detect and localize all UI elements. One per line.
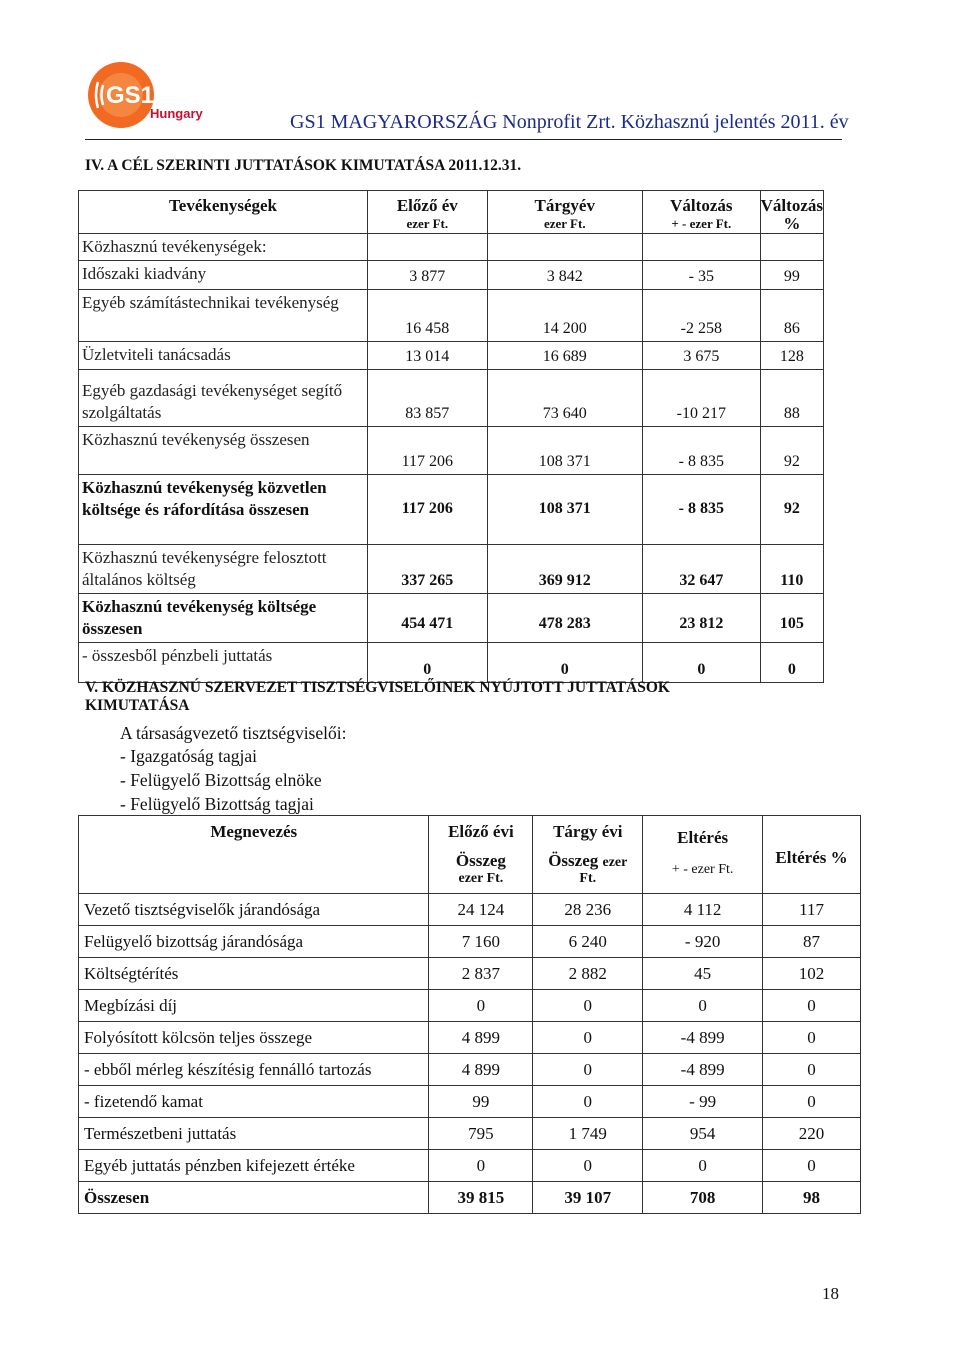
header-prev-amount: Előző évi Összeg ezer Ft. [429,816,533,894]
cell-prev: 454 471 [368,594,488,643]
cell-pct: 128 [760,342,823,370]
cell-cur: 0 [533,1086,643,1118]
section-4-title: IV. A CÉL SZERINTI JUTTATÁSOK KIMUTATÁSA 2011.12.31. [85,157,522,174]
row-label: Folyósított kölcsön teljes összege [79,1022,429,1054]
row-label: Vezető tisztségviselők járandósága [79,894,429,926]
cell-prev: 795 [429,1118,533,1150]
header-cur-year: Tárgyév ezer Ft. [487,191,642,234]
cell-diff: 45 [643,958,763,990]
row-label: Közhasznú tevékenység költsége összesen [79,594,368,643]
intro-line: - Felügyelő Bizottság elnöke [120,770,322,790]
cell-diff: - 35 [642,261,760,290]
table-row [79,926,861,958]
logo-text: GS1 [106,82,155,109]
cell-cur: 0 [487,643,642,683]
row-label: Üzletviteli tanácsadás [79,342,368,370]
cell-prev: 2 837 [429,958,533,990]
cell-prev: 0 [429,990,533,1022]
cell-diff: -4 899 [643,1054,763,1086]
cell-diff: -2 258 [642,290,760,342]
cell-pct: 92 [760,427,823,475]
table-row [79,894,861,926]
table-row [79,427,824,475]
cell-diff: 23 812 [642,594,760,643]
table-row [79,545,824,594]
header-divider [85,139,842,140]
cell-cur: 0 [533,1054,643,1086]
row-label: Költségtérítés [79,958,429,990]
cell-cur: 16 689 [487,342,642,370]
row-label: Közhasznú tevékenység közvetlen költsége és ráfordítása összesen [79,475,368,545]
cell-pct: 117 [763,894,861,926]
cell-cur: 478 283 [487,594,642,643]
table-row [79,1022,861,1054]
cell-diff: 954 [643,1118,763,1150]
cell-pct: 88 [760,370,823,427]
cell-cur: 1 749 [533,1118,643,1150]
header-change-pct: Változás % [760,191,823,234]
row-label: Egyéb juttatás pénzben kifejezett értéke [79,1150,429,1182]
cell-cur: 108 371 [487,427,642,475]
total-cur: 39 107 [533,1182,643,1214]
cell-cur: 2 882 [533,958,643,990]
total-prev: 39 815 [429,1182,533,1214]
row-label: Megbízási díj [79,990,429,1022]
cell-pct: 0 [760,643,823,683]
cell-cur: 73 640 [487,370,642,427]
table-row [79,594,824,643]
total-diff: 708 [643,1182,763,1214]
header-name: Megnevezés [79,816,429,894]
cell-cur: 0 [533,1022,643,1054]
total-row [79,1182,861,1214]
row-label: Egyéb gazdasági tevékenységet segítő szolgáltatás [79,370,368,427]
table-row [79,342,824,370]
row-label: Közhasznú tevékenység összesen [79,427,368,475]
table-row [79,1118,861,1150]
section-5-title-line2: KIMUTATÁSA [85,697,190,714]
row-label: Egyéb számítástechnikai tevékenység [79,290,368,342]
cell-diff: 0 [643,1150,763,1182]
cell-pct: 110 [760,545,823,594]
cell-pct: 105 [760,594,823,643]
table-row [79,475,824,545]
cell-diff: 0 [642,643,760,683]
officers-benefits-table [78,815,861,1214]
cell-cur: 6 240 [533,926,643,958]
cell-pct: 92 [760,475,823,545]
intro-line: - Igazgatóság tagjai [120,746,258,766]
table-row [79,261,824,290]
cell-prev: 99 [429,1086,533,1118]
cell-prev: 13 014 [368,342,488,370]
header-activities: Tevékenységek [79,191,368,234]
cell-pct: 0 [763,1086,861,1118]
table-header-row [79,816,861,894]
header-diff-pct: Eltérés % [763,816,861,894]
table-header-row [79,191,824,234]
cell-pct: 0 [763,1022,861,1054]
gs1-logo [86,60,156,130]
cell-pct: 0 [763,1150,861,1182]
header-change: Változás + - ezer Ft. [642,191,760,234]
cell-diff: - 920 [643,926,763,958]
cell-cur: 3 842 [487,261,642,290]
cell-pct: 86 [760,290,823,342]
page-number: 18 [822,1284,839,1303]
row-label: Felügyelő bizottság járandósága [79,926,429,958]
cell-cur: 0 [533,1150,643,1182]
table-row [79,643,824,683]
row-label: - fizetendő kamat [79,1086,429,1118]
row-label: Közhasznú tevékenységre felosztott általános költség [79,545,368,594]
section-5-title-line1: V. KÖZHASZNÚ SZERVEZET TISZTSÉGVISELŐINEK NYÚJTOTT JUTTATÁSOK [85,679,670,696]
cell-pct: 220 [763,1118,861,1150]
cell-cur: 369 912 [487,545,642,594]
cell-prev: 7 160 [429,926,533,958]
cell-diff: 3 675 [642,342,760,370]
table-row [79,990,861,1022]
cell-pct: 87 [763,926,861,958]
cell-diff: 4 112 [643,894,763,926]
table-row [79,958,861,990]
logo-subtitle: Hungary [150,106,203,121]
cell-prev: 0 [429,1150,533,1182]
total-label: Összesen [79,1182,429,1214]
cell-pct: 0 [763,990,861,1022]
cell-diff: -4 899 [643,1022,763,1054]
row-label: Természetbeni juttatás [79,1118,429,1150]
table-row [79,1150,861,1182]
table-row [79,370,824,427]
cell-prev: 337 265 [368,545,488,594]
cell-diff: - 8 835 [642,427,760,475]
cell-pct: 102 [763,958,861,990]
cell-prev: 0 [368,643,488,683]
intro-line: - Felügyelő Bizottság tagjai [120,794,314,814]
row-label: Időszaki kiadvány [79,261,368,290]
header-prev-year: Előző év ezer Ft. [368,191,488,234]
cell-cur: 108 371 [487,475,642,545]
cell-diff: 0 [643,990,763,1022]
cell-cur: 14 200 [487,290,642,342]
cell-prev: 83 857 [368,370,488,427]
cell-prev: 4 899 [429,1022,533,1054]
table-row [79,1086,861,1118]
table-row [79,290,824,342]
total-pct: 98 [763,1182,861,1214]
page-header-title: GS1 MAGYARORSZÁG Nonprofit Zrt. Közhasznú jelentés 2011. év [290,111,849,133]
benefits-table [78,190,824,683]
cell-pct: 0 [763,1054,861,1086]
cell-prev: 24 124 [429,894,533,926]
cell-prev: 117 206 [368,475,488,545]
row-label: - összesből pénzbeli juttatás [79,643,368,683]
cell-cur: 28 236 [533,894,643,926]
header-cur-amount: Tárgy évi Összeg ezer Ft. [533,816,643,894]
row-label: - ebből mérleg készítésig fennálló tartozás [79,1054,429,1086]
cell-pct: 99 [760,261,823,290]
intro-line: A társaságvezető tisztségviselői: [120,723,347,743]
cell-prev: 117 206 [368,427,488,475]
group-label: Közhasznú tevékenységek: [79,234,368,261]
table-row [79,1054,861,1086]
cell-prev: 4 899 [429,1054,533,1086]
cell-cur: 0 [533,990,643,1022]
group-label-row [79,234,824,261]
cell-diff: - 99 [643,1086,763,1118]
cell-diff: -10 217 [642,370,760,427]
cell-prev: 16 458 [368,290,488,342]
cell-prev: 3 877 [368,261,488,290]
header-diff: Eltérés + - ezer Ft. [643,816,763,894]
cell-diff: - 8 835 [642,475,760,545]
cell-diff: 32 647 [642,545,760,594]
